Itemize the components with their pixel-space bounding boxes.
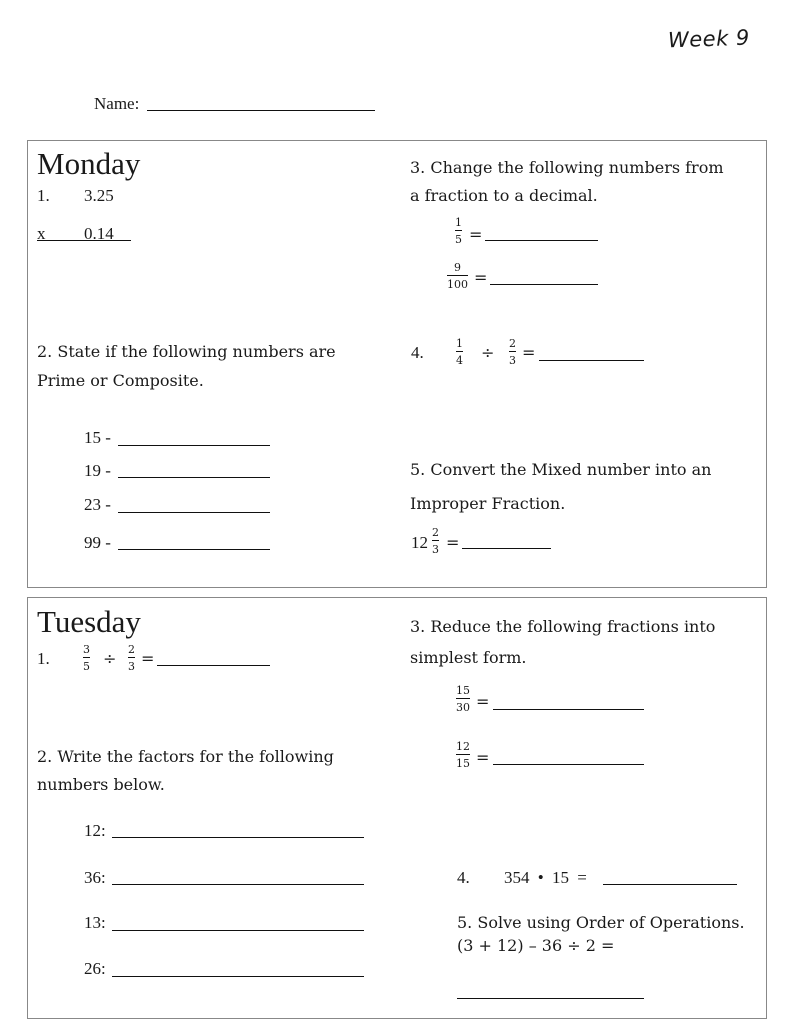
monday-q2-text-line1: 2. State if the following numbers are [37,342,336,361]
tuesday-q5-text-line1: 5. Solve using Order of Operations. [457,913,745,932]
name-label: Name: [94,94,140,113]
tuesday-q3-text-line1: 3. Reduce the following fractions into [410,617,716,636]
monday-q5-text-line2: Improper Fraction. [410,494,566,513]
week-label: Week 9 [667,25,751,53]
monday-q3-text-line1: 3. Change the following numbers from [410,158,724,177]
monday-q4-fraction-a [456,338,463,366]
monday-q1-underline [37,240,131,241]
monday-q1-number: 1. [37,186,50,205]
denominator: 100 [447,278,468,291]
monday-q3-answer-line[interactable] [485,240,598,241]
monday-q2-item: 19 - [84,461,111,480]
monday-q4-answer-line[interactable] [539,360,644,361]
monday-q1-op: x [37,224,46,243]
monday-q2-answer-line[interactable] [118,549,270,550]
numerator: 2 [509,337,516,350]
numerator: 2 [432,526,439,539]
tuesday-q1-fraction-a [83,644,90,672]
monday-q2-item: 15 - [84,428,111,447]
tuesday-q2-item: 13: [84,913,106,932]
monday-q3-text-line2: a fraction to a decimal. [410,186,598,205]
denominator: 30 [456,701,470,714]
numerator: 12 [456,740,470,753]
tuesday-q4-expression: 354 • 15 = [504,868,587,887]
monday-q2-item: 23 - [84,495,111,514]
divide-sign: ÷ [481,343,495,362]
monday-q4-fraction-b [509,338,516,366]
tuesday-q3-answer-line[interactable] [493,764,644,765]
tuesday-q2-answer-line[interactable] [112,976,364,977]
monday-q5-text-line1: 5. Convert the Mixed number into an [410,460,712,479]
equals-sign: = [469,225,483,244]
denominator: 4 [456,354,463,367]
numerator: 1 [455,216,462,229]
denominator: 5 [83,660,90,673]
monday-q2-answer-line[interactable] [118,477,270,478]
monday-q1-bottom: 0.14 [84,224,114,243]
tuesday-q2-answer-line[interactable] [112,930,364,931]
numerator: 15 [456,684,470,697]
monday-q3-answer-line[interactable] [490,284,598,285]
equals-sign: = [476,748,490,767]
denominator: 15 [456,757,470,770]
monday-q5-whole: 12 [411,533,428,552]
denominator: 3 [509,354,516,367]
tuesday-q3-text-line2: simplest form. [410,648,527,667]
tuesday-q3-answer-line[interactable] [493,709,644,710]
monday-title: Monday [37,146,141,181]
denominator: 3 [432,543,439,556]
tuesday-q2-answer-line[interactable] [112,837,364,838]
divide-sign: ÷ [103,649,117,668]
tuesday-q2-answer-line[interactable] [112,884,364,885]
numerator: 2 [128,643,135,656]
monday-q5-fraction [432,527,439,555]
monday-q3-fraction-2 [447,262,468,290]
tuesday-q2-text-line2: numbers below. [37,775,165,794]
equals-sign: = [446,533,460,552]
tuesday-q1-answer-line[interactable] [157,665,270,666]
tuesday-q3-fraction-1 [456,685,470,713]
numerator: 9 [454,261,461,274]
tuesday-q2-item: 12: [84,821,106,840]
tuesday-q2-text-line1: 2. Write the factors for the following [37,747,334,766]
monday-q1-top: 3.25 [84,186,114,205]
denominator: 3 [128,660,135,673]
tuesday-q2-item: 26: [84,959,106,978]
tuesday-q4-number: 4. [457,868,470,887]
tuesday-q5-answer-line[interactable] [457,998,644,999]
tuesday-q4-answer-line[interactable] [603,884,737,885]
monday-q2-answer-line[interactable] [118,445,270,446]
monday-q4-number: 4. [411,343,424,362]
numerator: 1 [456,337,463,350]
monday-section [27,140,767,588]
monday-q3-fraction-1 [455,217,462,245]
tuesday-title: Tuesday [37,604,141,639]
equals-sign: = [522,343,536,362]
name-field[interactable] [147,110,375,111]
numerator: 3 [83,643,90,656]
equals-sign: = [476,692,490,711]
tuesday-q1-fraction-b [128,644,135,672]
tuesday-section [27,597,767,1019]
monday-q2-text-line2: Prime or Composite. [37,371,204,390]
tuesday-q5-expression: (3 + 12) – 36 ÷ 2 = [457,936,615,955]
tuesday-q3-fraction-2 [456,741,470,769]
monday-q2-answer-line[interactable] [118,512,270,513]
tuesday-q1-number: 1. [37,649,50,668]
tuesday-q2-item: 36: [84,868,106,887]
monday-q2-item: 99 - [84,533,111,552]
denominator: 5 [455,233,462,246]
equals-sign: = [474,268,488,287]
monday-q5-answer-line[interactable] [462,548,551,549]
equals-sign: = [141,649,155,668]
